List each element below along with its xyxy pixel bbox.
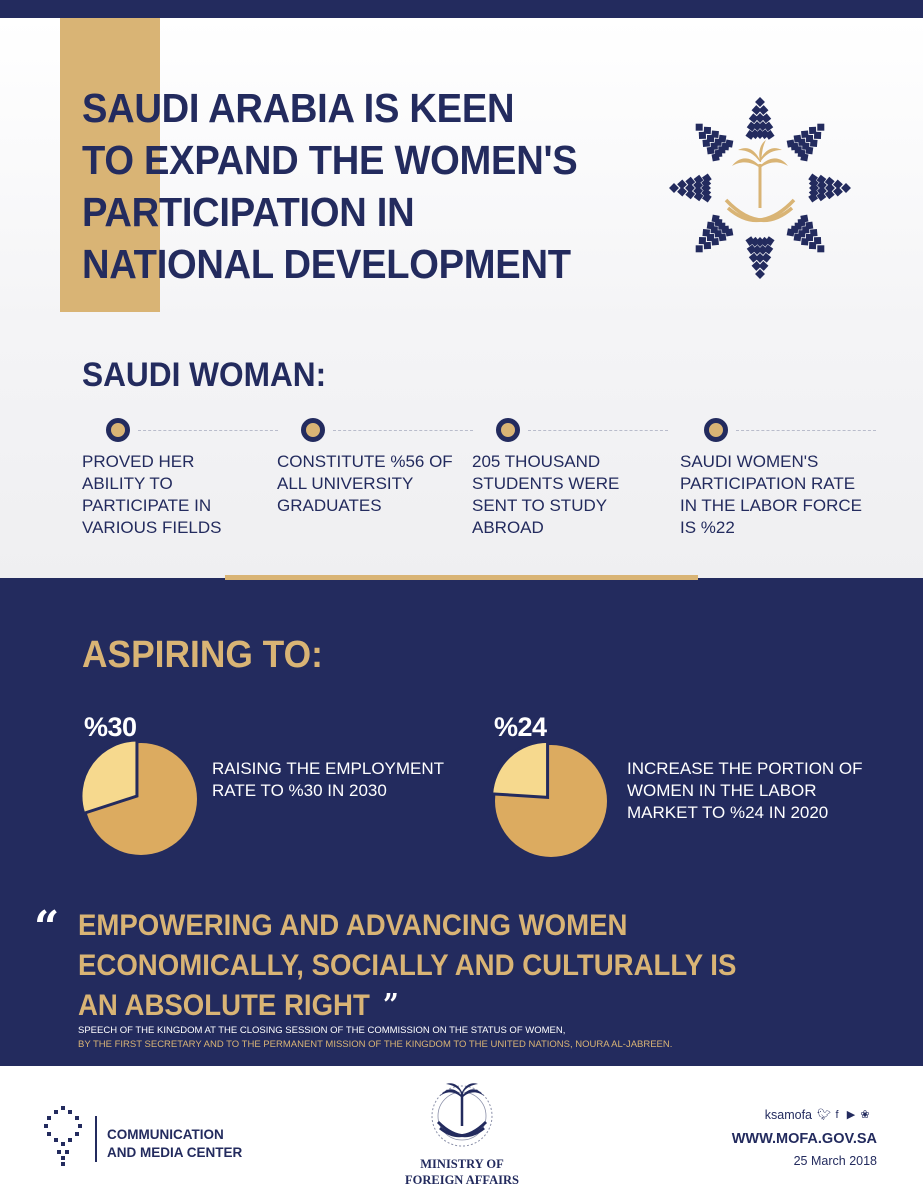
emblem-square — [707, 222, 715, 230]
emblem-square — [704, 127, 711, 134]
media-center-name — [107, 1126, 242, 1162]
pie-slice-target — [492, 742, 548, 797]
media-center-line: COMMUNICATION — [107, 1127, 224, 1142]
fact-item — [472, 412, 667, 539]
fact-text: CONSTITUTE %56 OF ALL UNIVERSITY GRADUATES — [277, 452, 453, 515]
fact-marker — [680, 412, 875, 448]
fact-marker — [277, 412, 472, 448]
ministry-line: FOREIGN AFFAIRS — [404, 1173, 519, 1187]
emblem-square — [696, 124, 703, 131]
emblem-square — [719, 135, 727, 143]
emblem-square — [810, 139, 818, 147]
facebook-icon[interactable]: f — [835, 1109, 839, 1121]
top-strip — [0, 0, 923, 18]
bullet-dot-icon — [496, 418, 520, 442]
stat-description: RAISING THE EMPLOYMENT RATE TO %30 IN 2030 — [212, 759, 444, 800]
quote-body: EMPOWERING AND ADVANCING WOMEN ECONOMICALLY, SOCIALLY AND CULTURALLY IS AN ABSOLUTE RIGHT — [78, 909, 737, 1022]
social-handle[interactable] — [765, 1108, 871, 1122]
fact-marker — [82, 412, 277, 448]
emblem-square — [814, 132, 821, 139]
page-title — [82, 82, 603, 290]
quote-text — [78, 906, 759, 1026]
bullet-dot-icon — [106, 418, 130, 442]
emblem-square — [817, 245, 824, 252]
stat-percent-label: %24 — [494, 712, 547, 742]
dashed-divider — [138, 430, 278, 431]
fact-item — [277, 412, 472, 517]
emblem-square — [699, 237, 706, 244]
stat-description: INCREASE THE PORTION OF WOMEN IN THE LABOR MARKET TO %24 IN 2020 — [627, 759, 863, 822]
pie-chart-employment — [82, 740, 200, 858]
emblem-square — [696, 245, 703, 252]
fact-item — [82, 412, 277, 539]
dashed-divider — [736, 430, 876, 431]
emblem-square — [712, 215, 720, 223]
aspiring-heading: ASPIRING TO: — [82, 634, 323, 676]
open-quote-icon: “ — [34, 902, 60, 953]
source-line: SPEECH OF THE KINGDOM AT THE CLOSING SESSION OF THE COMMISSION ON THE STATUS OF WOMEN, — [78, 1025, 566, 1036]
media-center-line: AND MEDIA CENTER — [107, 1145, 243, 1160]
youtube-icon[interactable]: ▶︎ — [846, 1109, 856, 1121]
social-icons — [817, 1109, 871, 1121]
national-emblem-logo — [668, 96, 852, 280]
dashed-divider — [528, 430, 668, 431]
handle-text[interactable]: ksamofa — [764, 1108, 812, 1122]
emblem-square — [817, 124, 824, 131]
close-quote-icon: ” — [383, 988, 399, 1023]
emblem-square — [805, 147, 813, 155]
footer-divider — [95, 1116, 97, 1162]
website-link[interactable]: WWW.MOFA.GOV.SA — [731, 1131, 877, 1147]
bullet-dot-icon — [301, 418, 325, 442]
saudi-woman-heading: SAUDI WOMAN: — [82, 356, 327, 394]
emblem-square — [794, 233, 802, 241]
fact-item — [680, 412, 875, 539]
title-line: SAUDI ARABIA IS KEEN — [82, 85, 515, 131]
bullet-dot-icon — [704, 418, 728, 442]
fact-text: SAUDI WOMEN'S PARTICIPATION RATE IN THE LABOR FORCE IS %22 — [680, 452, 862, 537]
emblem-square — [809, 242, 816, 249]
pie-chart-labor-market — [492, 742, 610, 860]
emblem-square — [711, 130, 719, 138]
emblem-square — [787, 228, 795, 236]
emblem-square — [801, 238, 809, 246]
title-line: NATIONAL DEVELOPMENT — [82, 241, 571, 287]
title-line: TO EXPAND THE WOMEN'S — [82, 137, 578, 183]
twitter-icon[interactable]: 🐦︎ — [817, 1109, 831, 1121]
emblem-square — [702, 229, 710, 237]
snapchat-icon[interactable]: ❀ — [860, 1109, 870, 1121]
title-line: PARTICIPATION IN — [82, 189, 415, 235]
fact-text: PROVED HER ABILITY TO PARTICIPATE IN VARIOUS FIELDS — [82, 452, 222, 537]
palm-and-swords-icon — [726, 140, 794, 220]
media-center-logo-icon — [42, 1104, 84, 1168]
emblem-square — [725, 140, 733, 148]
gold-divider — [225, 575, 698, 580]
fact-marker — [472, 412, 667, 448]
stat-percent-label: %30 — [84, 712, 137, 742]
dashed-divider — [333, 430, 473, 431]
ministry-name — [380, 1156, 544, 1188]
ministry-emblem-icon — [420, 1074, 504, 1158]
ministry-line: MINISTRY OF — [420, 1157, 504, 1171]
source-line: BY THE FIRST SECRETARY AND TO THE PERMANENT MISSION OF THE KINGDOM TO THE UNITED NATIONS, NOURA AL-JABREEN. — [78, 1039, 673, 1050]
publish-date: 25 March 2018 — [793, 1154, 877, 1168]
emblem-square — [800, 153, 808, 161]
fact-text: 205 THOUSAND STUDENTS WERE SENT TO STUDY ABROAD — [472, 452, 620, 537]
